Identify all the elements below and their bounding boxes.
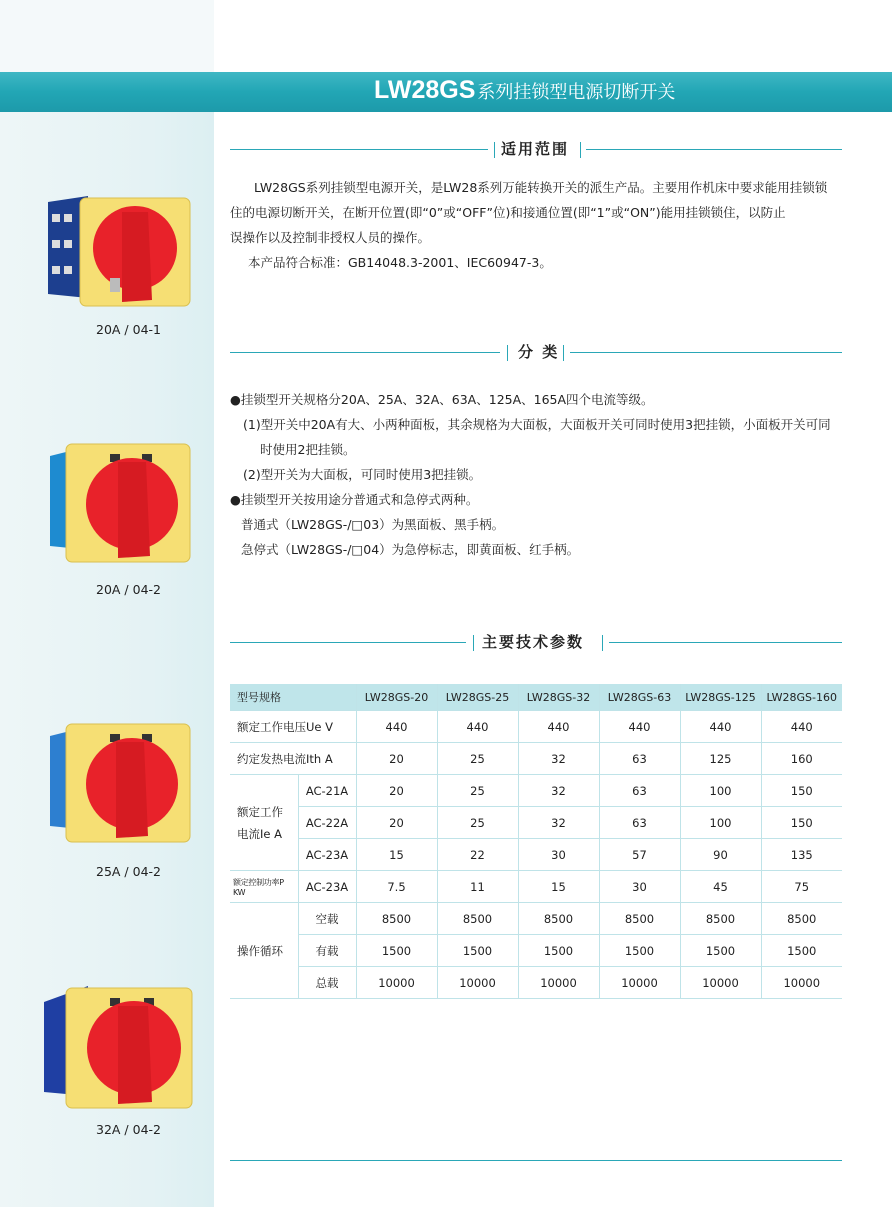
table-row — [230, 871, 842, 903]
cell: 125 — [680, 743, 761, 775]
model-cell: LW28GS-63 — [599, 684, 680, 711]
product-image-3 — [30, 718, 200, 848]
cell: 8500 — [761, 903, 842, 935]
cell: 440 — [356, 711, 437, 743]
cell: 150 — [761, 775, 842, 807]
table-row — [230, 839, 842, 871]
product-caption: 32A / 04-2 — [96, 1122, 161, 1137]
cell: 20 — [356, 775, 437, 807]
cell: 10000 — [518, 967, 599, 999]
cell: 10000 — [761, 967, 842, 999]
cell: 8500 — [356, 903, 437, 935]
model-cell: LW28GS-25 — [437, 684, 518, 711]
title-model: LW28GS — [374, 76, 476, 104]
sub-label: AC-23A — [298, 839, 356, 871]
class-item: ●挂锁型开关规格分20A、25A、32A、63A、125A、165A四个电流等级。 — [230, 392, 654, 407]
table-row — [230, 807, 842, 839]
cell: 32 — [518, 775, 599, 807]
sub-label: 总载 — [298, 967, 356, 999]
table-row — [230, 743, 842, 775]
product-image-2 — [30, 438, 200, 568]
row-label-current — [230, 775, 298, 871]
class-item: (2)型开关为大面板，可同时使用3把挂锁。 — [243, 467, 482, 482]
table-row — [230, 967, 842, 999]
cell: 440 — [437, 711, 518, 743]
sidebar-top-panel — [0, 0, 214, 72]
cell: 1500 — [599, 935, 680, 967]
row-label-power: 额定控制功率P KW — [230, 871, 298, 903]
row-label-cycle: 操作循环 — [230, 903, 298, 999]
product-caption: 20A / 04-2 — [96, 582, 161, 597]
cell: 90 — [680, 839, 761, 871]
cell: 100 — [680, 775, 761, 807]
cell: 10000 — [680, 967, 761, 999]
table-row — [230, 903, 842, 935]
cell: 135 — [761, 839, 842, 871]
cell: 10000 — [599, 967, 680, 999]
section-header-params — [230, 631, 842, 655]
current-label-line: 额定工作 — [237, 804, 283, 819]
section-title-scope: 适用范围 — [501, 140, 570, 158]
cell: 8500 — [437, 903, 518, 935]
switch-handle — [122, 212, 152, 302]
class-item: 普通式（LW28GS-/□03）为黑面板、黑手柄。 — [241, 517, 505, 532]
table-row — [230, 711, 842, 743]
class-item: 时使用2把挂锁。 — [260, 442, 356, 457]
cell: 440 — [518, 711, 599, 743]
current-label-line: 电流Ie A — [237, 826, 282, 841]
product-image-4 — [30, 978, 200, 1113]
spec-table — [230, 684, 842, 999]
sub-label: 有载 — [298, 935, 356, 967]
cell: 100 — [680, 807, 761, 839]
cell: 63 — [599, 743, 680, 775]
scope-text — [230, 175, 842, 275]
row-label: 额定工作电压Ue V — [230, 711, 356, 743]
classification-text — [230, 387, 842, 562]
section-header-classification — [230, 341, 842, 365]
sub-label: AC-22A — [298, 807, 356, 839]
model-cell: LW28GS-160 — [761, 684, 842, 711]
cell: 440 — [761, 711, 842, 743]
sub-label: AC-23A — [298, 871, 356, 903]
cell: 440 — [680, 711, 761, 743]
cell: 25 — [437, 743, 518, 775]
cell: 57 — [599, 839, 680, 871]
scope-standard: 本产品符合标准：GB14048.3-2001、IEC60947-3。 — [248, 255, 552, 270]
switch-handle — [118, 462, 150, 558]
switch-handle — [116, 742, 148, 838]
section-title-classification: 分 类 — [518, 343, 560, 361]
bottom-divider — [230, 1160, 842, 1161]
cell: 7.5 — [356, 871, 437, 903]
row-label: 约定发热电流Ith A — [230, 743, 356, 775]
scope-line: 误操作以及控制非授权人员的操作。 — [230, 230, 431, 245]
cell: 10000 — [356, 967, 437, 999]
cell: 75 — [761, 871, 842, 903]
cell: 8500 — [518, 903, 599, 935]
product-image-1 — [30, 190, 200, 315]
cell: 63 — [599, 807, 680, 839]
cell: 440 — [599, 711, 680, 743]
model-cell: LW28GS-20 — [356, 684, 437, 711]
table-row — [230, 935, 842, 967]
model-cell: LW28GS-32 — [518, 684, 599, 711]
cell: 32 — [518, 743, 599, 775]
class-item: (1)型开关中20A有大、小两种面板，其余规格为大面板，大面板开关可同时使用3把挂锁，小面板开关可同 — [243, 417, 831, 432]
sub-label: AC-21A — [298, 775, 356, 807]
cell: 22 — [437, 839, 518, 871]
cell: 30 — [599, 871, 680, 903]
sub-label: 空载 — [298, 903, 356, 935]
cell: 20 — [356, 743, 437, 775]
cell: 160 — [761, 743, 842, 775]
cell: 11 — [437, 871, 518, 903]
cell: 1500 — [680, 935, 761, 967]
header-label: 型号规格 — [230, 684, 356, 711]
cell: 32 — [518, 807, 599, 839]
cell: 8500 — [680, 903, 761, 935]
table-row — [230, 775, 842, 807]
product-caption: 25A / 04-2 — [96, 864, 161, 879]
cell: 15 — [356, 839, 437, 871]
class-item: ●挂锁型开关按用途分普通式和急停式两种。 — [230, 492, 479, 507]
scope-line: 住的电源切断开关，在断开位置(即“0”或“OFF”位)和接通位置(即“1”或“ON”)能用挂锁锁住，以防止 — [230, 205, 786, 220]
title-bar — [0, 72, 892, 112]
cell: 1500 — [356, 935, 437, 967]
cell: 30 — [518, 839, 599, 871]
model-cell: LW28GS-125 — [680, 684, 761, 711]
cell: 8500 — [599, 903, 680, 935]
cell: 20 — [356, 807, 437, 839]
cell: 25 — [437, 775, 518, 807]
class-item: 急停式（LW28GS-/□04）为急停标志，即黄面板、红手柄。 — [241, 542, 580, 557]
scope-line: LW28GS系列挂锁型电源开关，是LW28系列万能转换开关的派生产品。主要用作机床中要求能用挂锁锁 — [254, 180, 828, 195]
table-header-row — [230, 684, 842, 711]
title-text: 系列挂锁型电源切断开关 — [477, 81, 676, 103]
cell: 1500 — [518, 935, 599, 967]
page-title — [374, 76, 675, 105]
cell: 10000 — [437, 967, 518, 999]
cell: 15 — [518, 871, 599, 903]
cell: 1500 — [437, 935, 518, 967]
section-header-scope — [230, 138, 842, 162]
cell: 1500 — [761, 935, 842, 967]
section-title-params: 主要技术参数 — [482, 633, 585, 651]
switch-handle — [118, 1006, 152, 1104]
cell: 45 — [680, 871, 761, 903]
cell: 25 — [437, 807, 518, 839]
product-caption: 20A / 04-1 — [96, 322, 161, 337]
cell: 63 — [599, 775, 680, 807]
cell: 150 — [761, 807, 842, 839]
